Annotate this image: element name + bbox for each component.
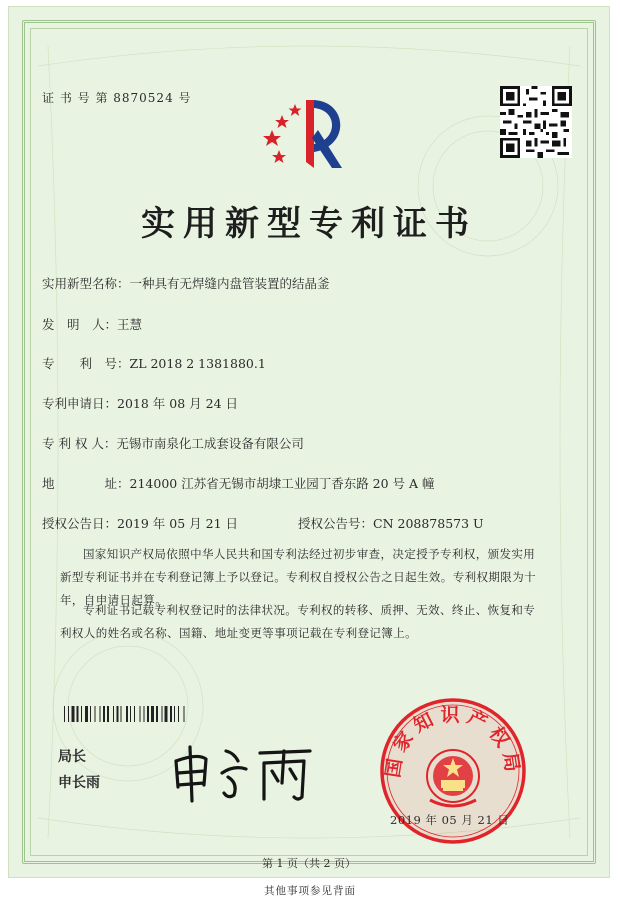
cnipa-logo-icon: [262, 90, 352, 172]
inventor-row: [42, 315, 142, 333]
statement-2-line: 专利证书记载专利权登记时的法律状况。专利权的转移、质押、无效、终止、恢复和专: [83, 603, 536, 617]
seal-date: 2019 年 05 月 21 日: [390, 813, 510, 827]
director-signature: [168, 739, 318, 809]
statement-1-line: 新型专利证书并在专利登记簿上予以登记。专利权自授权公告之日起生效。专利权期限为十: [60, 570, 536, 584]
filing-date-row: [42, 394, 238, 412]
patent-number-label: 专 利 号：: [42, 356, 130, 371]
page-number: 第 1 页（共 2 页）: [262, 857, 356, 870]
certificate-number: 证 书 号 第 8870524 号: [42, 91, 192, 105]
grant-date-value: 2019 年 05 月 21 日: [117, 516, 239, 531]
grant-date-label: 授权公告日：: [42, 516, 118, 531]
patentee-value: 无锡市南泉化工成套设备有限公司: [116, 436, 304, 451]
grant-number-value: CN 208878573 U: [373, 516, 484, 531]
utility-model-name-label: 实用新型名称：: [42, 276, 130, 291]
grant-date-row: [42, 514, 238, 532]
director-name: 申长雨: [58, 775, 100, 791]
address-row: [42, 474, 435, 492]
statement-1-line: 国家知识产权局依照中华人民共和国专利法经过初步审查，决定授予专利权，颁发实用: [83, 547, 536, 561]
statement-paragraph-2: [60, 599, 568, 645]
patentee-row: [42, 434, 304, 452]
patent-number-row: [42, 354, 266, 372]
filing-date-label: 专利申请日：: [42, 396, 118, 411]
address-value: 214000 江苏省无锡市胡埭工业园丁香东路 20 号 A 幢: [129, 476, 435, 491]
certificate-sheet: [8, 6, 610, 878]
seal-text: 国家知识产权局: [381, 704, 525, 780]
barcode-icon: [64, 706, 244, 722]
inventor-label: 发 明 人：: [42, 317, 118, 332]
inventor-value: 王慧: [117, 317, 143, 332]
utility-model-name-row: [42, 274, 330, 292]
statement-1-line: 年，自申请日起算。: [60, 593, 168, 607]
utility-model-name-value: 一种具有无焊缝内盘管装置的结晶釜: [129, 276, 330, 291]
patent-number-value: ZL 2018 2 1381880.1: [129, 356, 266, 371]
grant-number-label: 授权公告号：: [298, 516, 374, 531]
patentee-label: 专 利 权 人：: [42, 436, 117, 451]
statement-2-line: 利权人的姓名或名称、国籍、地址变更等事项记载在专利登记簿上。: [60, 626, 417, 640]
qr-code-icon: [500, 86, 572, 158]
grant-number-row: [298, 514, 484, 532]
director-title: 局长: [58, 749, 86, 765]
filing-date-value: 2018 年 08 月 24 日: [117, 396, 239, 411]
footer-note: 其他事项参见背面: [264, 885, 356, 897]
address-label: 地 址：: [42, 476, 130, 491]
certificate-title: 实用新型专利证书: [141, 204, 477, 244]
